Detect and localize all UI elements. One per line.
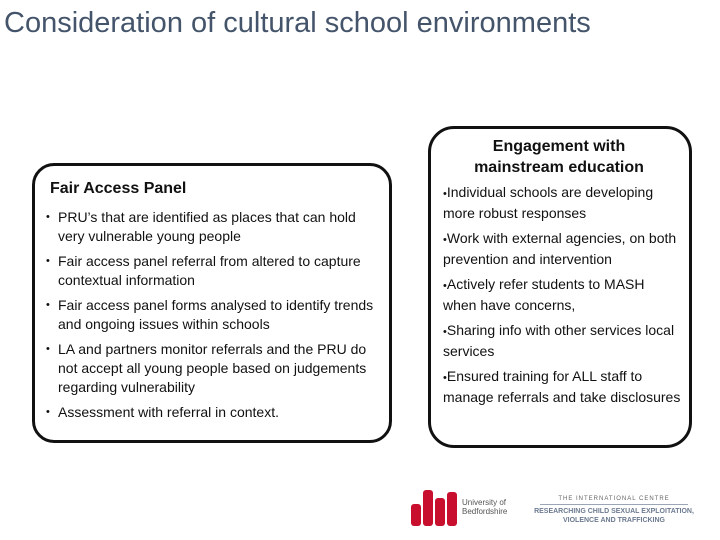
list-item: •Sharing info with other services local services: [443, 322, 675, 359]
international-centre-logo: THE INTERNATIONAL CENTRE RESEARCHING CHILD SEXUAL EXPLOITATION, VIOLENCE AND TRAFFICKING: [534, 496, 694, 524]
list-item: • Fair access panel referral from altered to capture contextual information: [46, 253, 361, 288]
list-item: •Ensured training for ALL staff to manage referrals and take disclosures: [443, 368, 681, 405]
logo-divider: [540, 504, 688, 505]
fair-access-panel-heading: Fair Access Panel: [50, 180, 187, 197]
list-item: • PRU’s that are identified as places that can hold very vulnerable young people: [46, 209, 356, 244]
engagement-panel-heading: Engagement with mainstream education: [474, 138, 644, 176]
list-item: •Individual schools are developing more robust responses: [443, 184, 654, 221]
list-item: •Work with external agencies, on both prevention and intervention: [443, 230, 677, 267]
page-title: Consideration of cultural school environments: [4, 7, 591, 39]
list-item: • Assessment with referral in context.: [46, 404, 279, 420]
fair-access-panel-list: [46, 208, 378, 428]
list-item: • LA and partners monitor referrals and the PRU do not accept all young people based on judgements regarding vulnerability: [46, 341, 367, 395]
uob-emblem-icon: [410, 488, 458, 528]
university-of-bedfordshire-logo: [410, 488, 520, 528]
uob-wordmark: University of Bedfordshire: [462, 498, 508, 516]
list-item: •Actively refer students to MASH when have concerns,: [443, 276, 645, 313]
engagement-panel-list: [443, 183, 681, 413]
list-item: • Fair access panel forms analysed to identify trends and ongoing issues within schools: [46, 297, 374, 332]
